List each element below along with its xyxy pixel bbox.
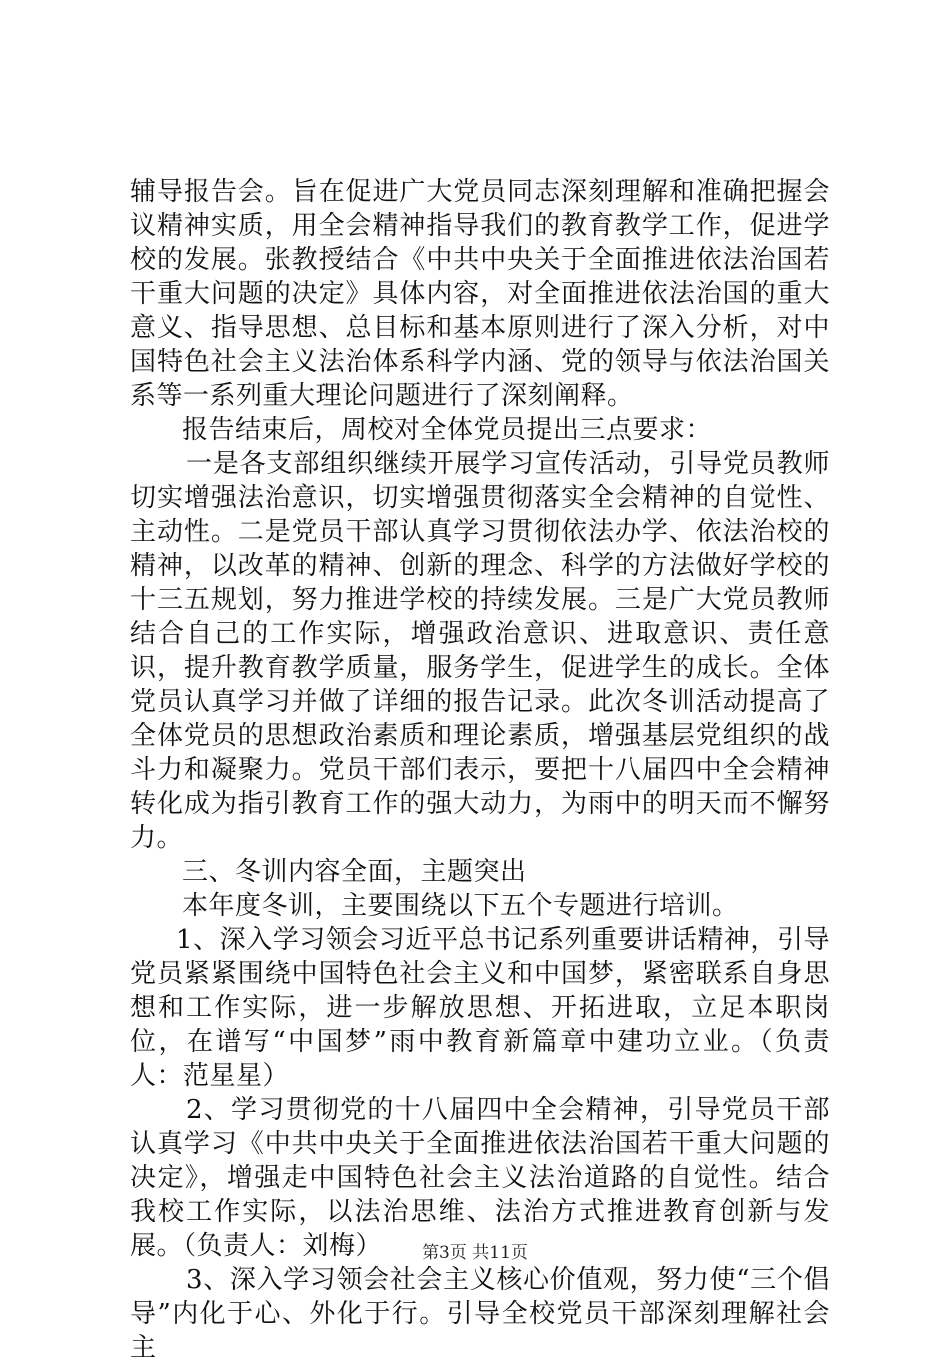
list-item-topic-1: 1、深入学习领会习近平总书记系列重要讲话精神，引导党员紧紧围绕中国特色社会主义和中国梦，紧密联系自身思想和工作实际，进一步解放思想、开拓进取，立足本职岗位，在谱写“中国梦”雨中教育新篇章中建功立业。（负责人：范星星） bbox=[130, 925, 830, 1091]
paragraph-report-intro: 辅导报告会。旨在促进广大党员同志深刻理解和准确把握会议精神实质，用全会精神指导我们的教育教学工作，促进学校的发展。张教授结合《中共中央关于全面推进依法治国若干重大问题的决定》具体内容，对全面推进依法治国的重大意义、指导思想、总目标和基本原则进行了深入分析，对中国特色社会主义法治体系科学内涵、党的领导与依法治国关系等一系列重大理论问题进行了深刻阐释。 bbox=[130, 177, 830, 411]
paragraph-requirements-intro: 报告结束后，周校对全体党员提出三点要求： bbox=[182, 415, 713, 445]
paragraph-five-topics-intro: 本年度冬训，主要围绕以下五个专题进行培训。 bbox=[182, 891, 739, 921]
paragraph-three-requirements: 一是各支部组织继续开展学习宣传活动，引导党员教师切实增强法治意识，切实增强贯彻落实全会精神的自觉性、主动性。二是党员干部认真学习贯彻依法办学、依法治校的精神，以改革的精神、创新的理念、科学的方法做好学校的十三五规划，努力推进学校的持续发展。三是广大党员教师结合自己的工作实际，增强政治意识、进取意识、责任意识，提升教育教学质量，服务学生，促进学生的成长。全体党员认真学习并做了详细的报告记录。此次冬训活动提高了全体党员的思想政治素质和理论素质，增强基层党组织的战斗力和凝聚力。党员干部们表示，要把十八届四中全会精神转化成为指引教育工作的强大动力，为雨中的明天而不懈努力。 bbox=[130, 449, 830, 853]
section-heading-training-content: 三、冬训内容全面，主题突出 bbox=[182, 857, 527, 887]
page-number-footer: 第3页 共11页 bbox=[422, 1243, 528, 1263]
list-item-topic-2: 2、学习贯彻党的十八届四中全会精神，引导党员干部认真学习《中共中央关于全面推进依法治国若干重大问题的决定》，增强走中国特色社会主义法治道路的自觉性。结合我校工作实际，以法治思维、法治方式推进教育创新与发展。（负责人：刘梅） bbox=[130, 1095, 830, 1261]
list-item-topic-3: 3、深入学习领会社会主义核心价值观，努力使“三个倡导”内化于心、外化于行。引导全校党员干部深刻理解社会主 bbox=[130, 1265, 830, 1363]
document-body bbox=[130, 175, 830, 1365]
